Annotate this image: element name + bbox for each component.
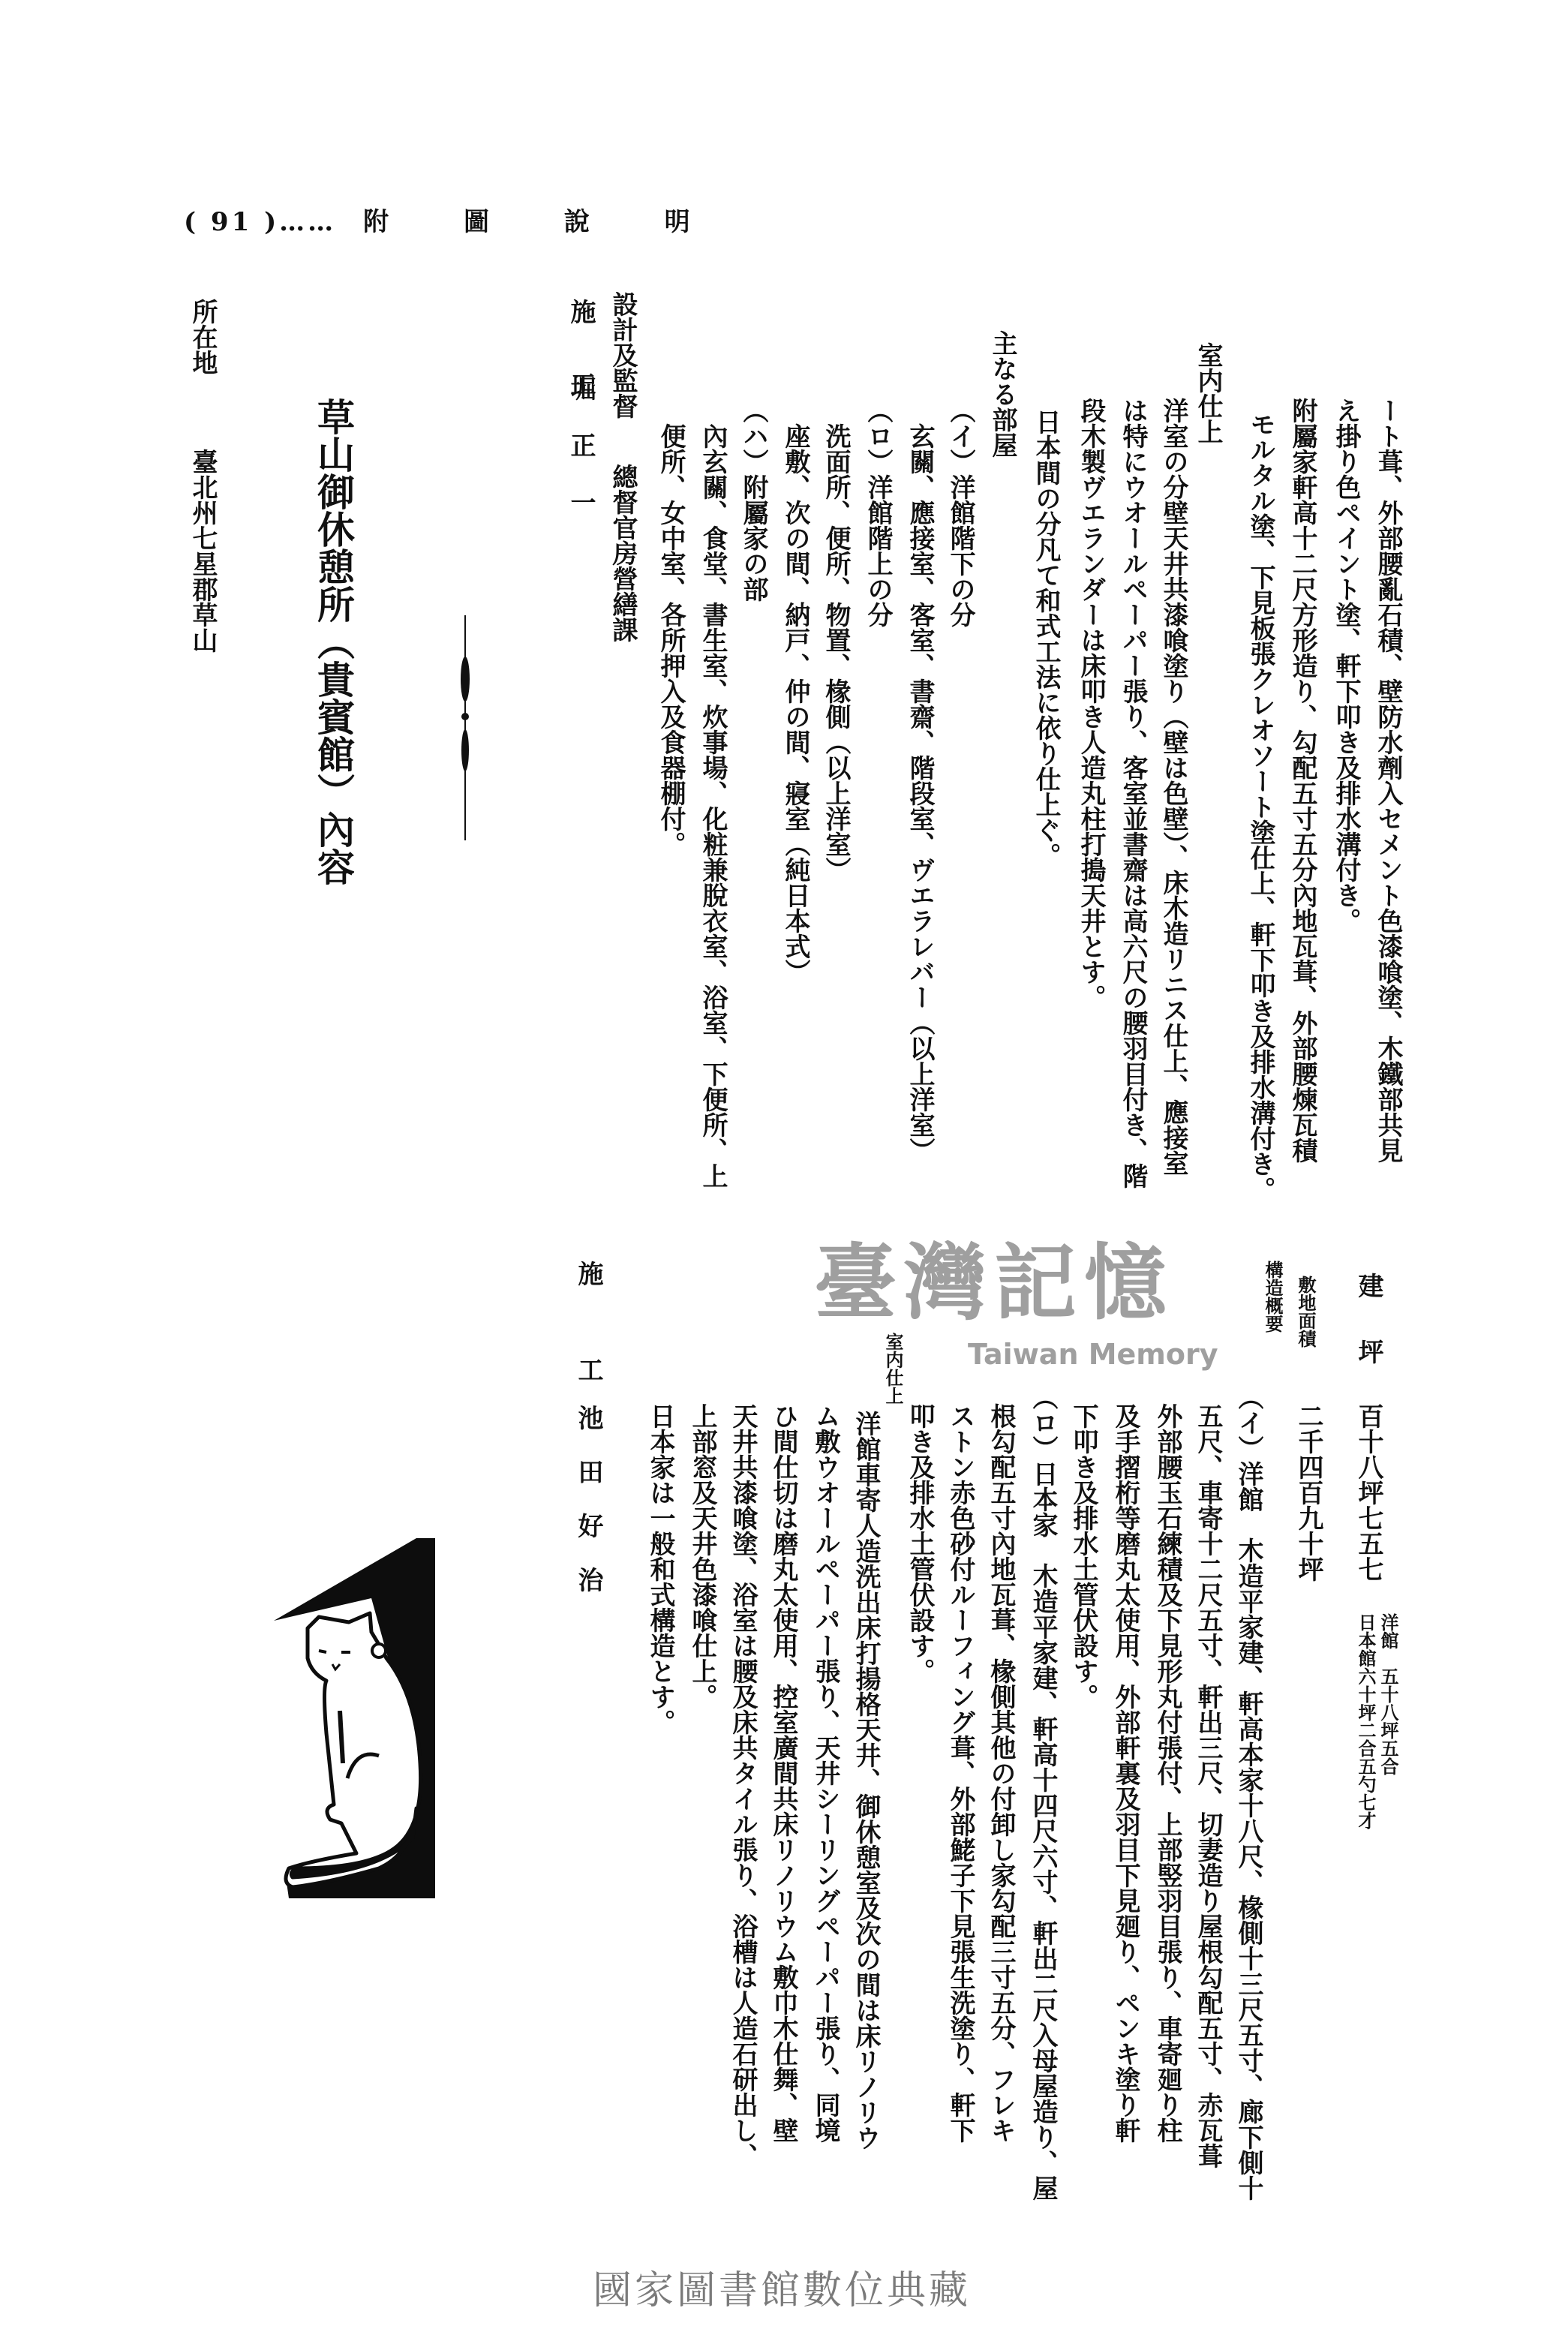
interior-line: え掛り色ペイント塗、軒下叩き及排水溝付き。 xyxy=(1331,398,1361,933)
rooms-line: 玄關、應接室、客室、書齋、階段室、ヴエラレバー（以上洋室） xyxy=(905,423,935,1163)
interior-lower-line: ひ間仕切は磨丸太使用、控室廣間共床リノリウム敷巾木仕舞、壁 xyxy=(768,1403,798,2143)
site-area-label: 敷地面積 xyxy=(1295,1276,1317,1348)
ornament-divider-icon xyxy=(455,615,476,840)
cat-illustration-icon xyxy=(266,1538,446,1913)
builder-lower-label: 施 工 xyxy=(573,1261,603,1405)
interior-line: は特にウオールペーパー張り、客室並書齋は高六尺の腰羽目付き、階 xyxy=(1118,398,1148,1189)
breakdown-value: 五十八坪五合 xyxy=(1377,1667,1399,1775)
breakdown-label: 洋館 xyxy=(1377,1613,1399,1649)
interior-lower-line: 上部窓及天井色漆喰仕上。 xyxy=(687,1403,717,1709)
footer-archive-label: 國家圖書館數位典藏 xyxy=(593,2268,972,2313)
location-label: 所在地 xyxy=(188,299,218,375)
structure-line: 五尺、車寄十二尺五寸、軒出三尺、切妻造り屋根勾配五寸、赤瓦葺 xyxy=(1193,1403,1223,2168)
page-title: 草山御休憩所（貴賓館）內容 xyxy=(311,398,356,885)
structure-line: 下叩き及排水土管伏設す。 xyxy=(1068,1403,1098,1709)
rooms-line: 座敷、次の間、納戸、仲の間、寢室（純日本式） xyxy=(780,423,810,984)
page-header xyxy=(184,201,723,238)
rooms-line: 內玄關、食堂、書生室、炊事場、化粧兼脫衣室、浴室、下便所、上 xyxy=(698,423,728,1189)
interior-line: 洋室の分壁天井共漆喰塗り（壁は色壁）、床木造リニス仕上、應接室 xyxy=(1158,398,1188,1176)
design-value: 總督官房營繕課 xyxy=(608,464,638,642)
structure-line: （ロ）日本家 木造平家建、軒高十四尺六寸、軒出二尺入母屋造り、屋 xyxy=(1028,1384,1058,2201)
interior-line: 段木製ヴエランダーは床叩き人造丸柱打搗天井とす。 xyxy=(1076,398,1106,1010)
structure-line: 根勾配五寸內地瓦葺、椽側其他の付卸し家勾配三寸五分、フレキ xyxy=(986,1403,1016,2143)
interior-lower-line: 天井共漆喰塗、浴室は腰及床共タイル張り、浴槽は人造石研出し、 xyxy=(728,1403,758,2168)
building-area-label: 建 坪 xyxy=(1353,1273,1383,1372)
structure-heading: 構造概要 xyxy=(1262,1261,1284,1333)
interior-lower-line: 日本家は一般和式構造とす。 xyxy=(645,1403,675,1735)
breakdown-value: 六十坪二合五勺七才 xyxy=(1355,1667,1377,1829)
watermark-text: Taiwan Memory xyxy=(968,1338,1218,1371)
running-title: 附 圖 說 明 xyxy=(363,207,723,237)
watermark-logo: 臺灣記憶 xyxy=(814,1234,1174,1331)
building-area-value: 百十八坪七五七 xyxy=(1353,1403,1383,1582)
structure-line: 外部腰玉石練積及下見形丸付張付、上部竪羽目張り、車寄廻り柱 xyxy=(1152,1403,1182,2143)
interior-lower-line: 洋館車寄人造洗出床打揚格天井、御休憩室及次の間は床リノリウ xyxy=(851,1411,881,2150)
site-area-value: 二千四百九十坪 xyxy=(1293,1403,1323,1582)
builder-label: 施 工 xyxy=(566,299,596,407)
interior-line: ート葺、外部腰亂石積、壁防水劑入セメント色漆喰塗、木鐵部共見 xyxy=(1373,398,1403,1163)
rooms-line: （イ）洋館階下の分 xyxy=(945,398,975,627)
rooms-line: 便所、女中室、各所押入及食器棚付。 xyxy=(656,423,686,857)
rooms-heading: 主なる部屋 xyxy=(987,330,1017,458)
builder-lower-value: 池 田 好 治 xyxy=(573,1405,603,1594)
rooms-line: （ロ）洋館階上の分 xyxy=(863,398,893,627)
rooms-line: （ハ）附屬家の部 xyxy=(738,398,768,602)
breakdown-label: 日本館 xyxy=(1355,1613,1377,1667)
structure-line: （イ）洋館 木造平家建、軒高本家十八尺、椽側十三尺五寸、廊下側十 xyxy=(1233,1384,1263,2201)
interior-lower-line: ム敷ウオールペーパー張り、天井シーリングペーパー張り、同境 xyxy=(810,1403,840,2143)
structure-line: 叩き及排水土管伏設す。 xyxy=(905,1403,935,1684)
location-value: 臺北州七星郡草山 xyxy=(188,449,218,653)
page-number: ( 91 )…… xyxy=(184,207,337,237)
interior-lower-heading: 室内仕上 xyxy=(882,1333,904,1405)
structure-line: 及手摺桁等磨丸太使用、外部軒裏及羽目下見廻り、ペンキ塗り軒 xyxy=(1110,1403,1140,2143)
interior-line: 日本間の分凡て和式工法に依り仕上ぐ。 xyxy=(1031,409,1061,868)
rooms-line: 洗面所、便所、物置、椽側（以上洋室） xyxy=(821,423,851,882)
builder-value: 堀 正 一 xyxy=(566,375,596,518)
interior-heading: 室内仕上 xyxy=(1193,342,1223,444)
interior-line: モルタル塗、下見板張クレオソート塗仕上、軒下叩き及排水溝付き。 xyxy=(1245,411,1275,1202)
interior-line: 附屬家軒高十二尺方形造り、勾配五寸五分內地瓦葺、外部腰煉瓦積 xyxy=(1287,398,1317,1163)
structure-line: ストン赤色砂付ルーフィング葺、外部鮱子下見張生洗塗り、軒下 xyxy=(945,1403,975,2143)
design-label: 設計及監督 xyxy=(608,291,638,419)
